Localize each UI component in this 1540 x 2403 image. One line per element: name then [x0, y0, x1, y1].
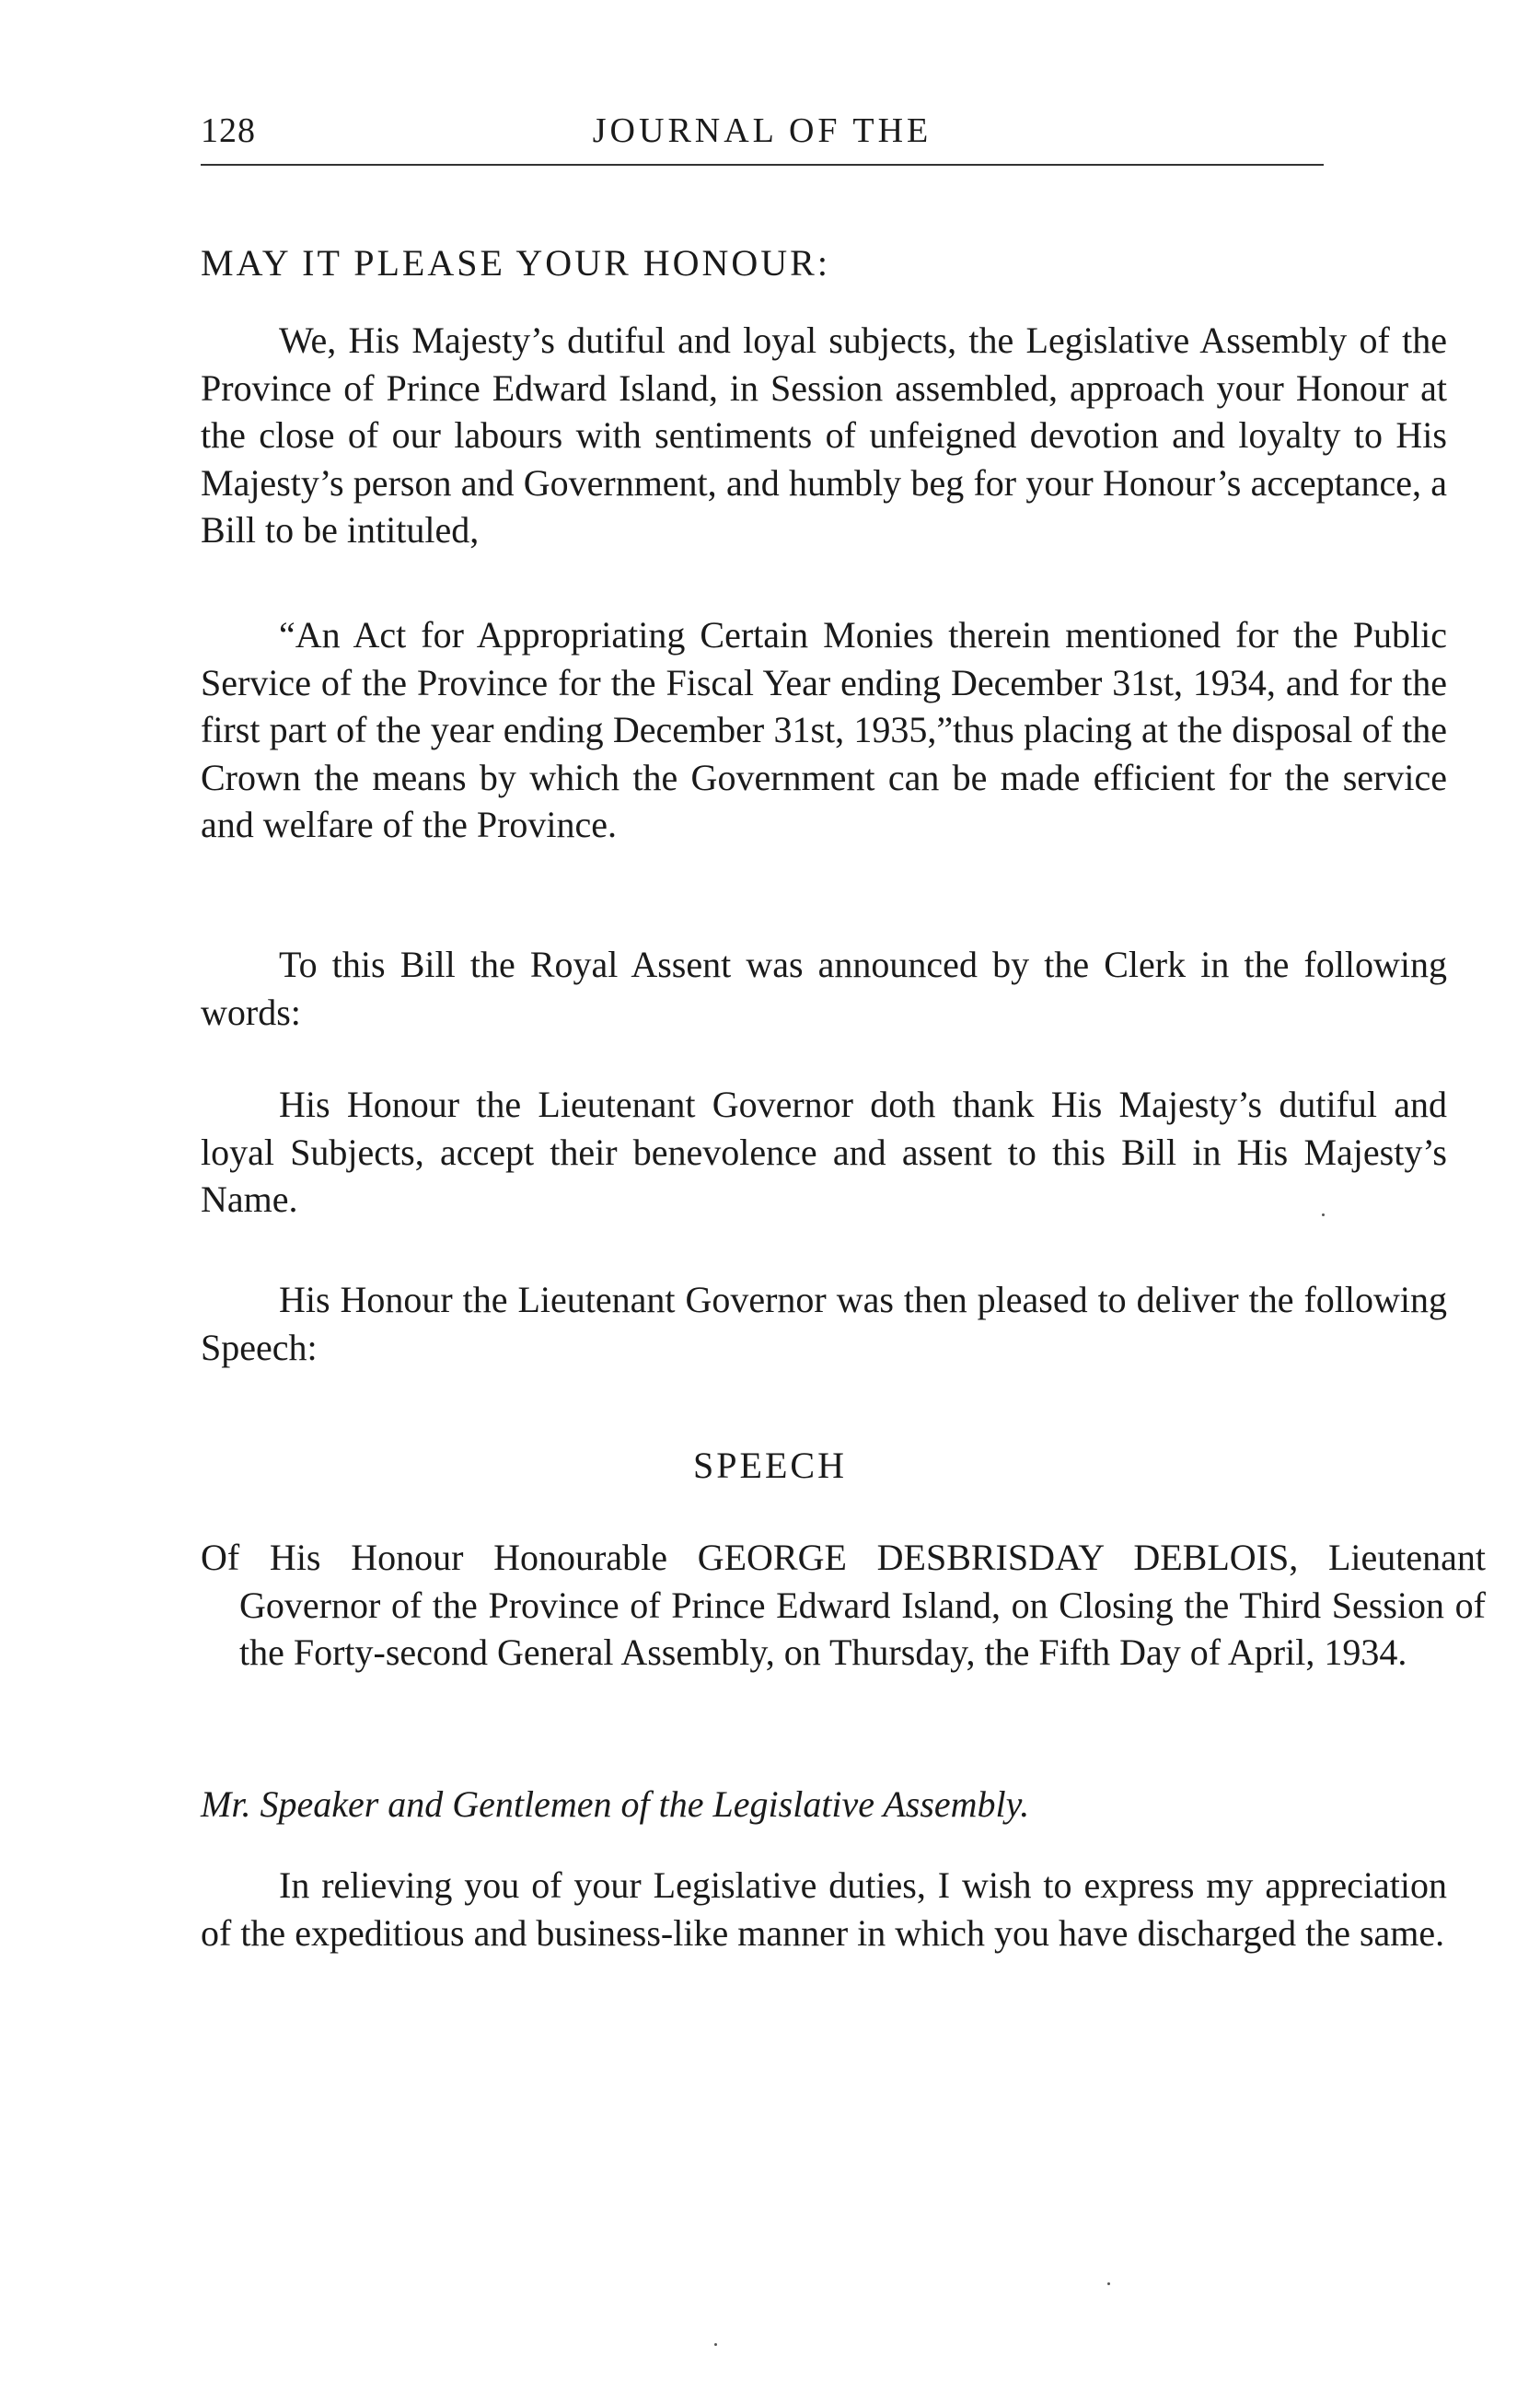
paragraph-speech-intro: His Honour the Lieutenant Governor was then pleased to deliver the following Speech:: [201, 1279, 1447, 1368]
page-header: [201, 110, 1324, 166]
speech-address-line: Mr. Speaker and Gentlemen of the Legislative Assembly.: [201, 1783, 1030, 1825]
paragraph-address-of-assembly: We, His Majesty’s dutiful and loyal subjects, the Legislative Assembly of the Province of Prince Edward Island, in Session assembled, approach your Honour at the close of our labours with sentiments of unfeigned devotion and loyalty to His Majesty’s person and Government, and humbly beg for your Honour’s acceptance, a Bill to be intituled,: [201, 319, 1447, 551]
speech-heading: SPEECH: [693, 1445, 847, 1486]
paragraph-bill-title: “An Act for Appropriating Certain Monies therein mentioned for the Public Service of the Province for the Fiscal Year ending December 31st, 1934, and for the first part of the year ending December 31st, 1935,”thus placing at the disposal of the Crown the means by which the Government can be made efficient for the service and welfare of the Province.: [201, 614, 1447, 845]
paragraph-governor-thanks: His Honour the Lieutenant Governor doth thank His Majesty’s dutiful and loyal Subjects, accept their benevolence and assent to this Bill in His Majesty’s Name.: [201, 1084, 1447, 1220]
stray-ink-mark: [714, 2343, 717, 2346]
salutation: MAY IT PLEASE YOUR HONOUR:: [201, 242, 830, 284]
speech-subtitle: Of His Honour Honourable GEORGE DESBRISDAY DEBLOIS, Lieutenant Governor of the Province of Prince Edward Island, on Closing the Third Session of the Forty-second General Assembly, on Thursday, the Fifth Day of April, 1934.: [201, 1537, 1486, 1673]
page-number: 128: [201, 111, 256, 150]
stray-ink-mark: [1107, 2282, 1110, 2285]
stray-ink-mark: [1322, 1213, 1325, 1216]
header-divider: [201, 164, 1324, 166]
paragraph-royal-assent: To this Bill the Royal Assent was announced by the Clerk in the following words:: [201, 944, 1447, 1033]
speech-body-paragraph: In relieving you of your Legislative duties, I wish to express my appreciation of the expeditious and business-like manner in which you have discharged the same.: [201, 1864, 1447, 1954]
running-title: JOURNAL OF THE: [592, 111, 932, 150]
